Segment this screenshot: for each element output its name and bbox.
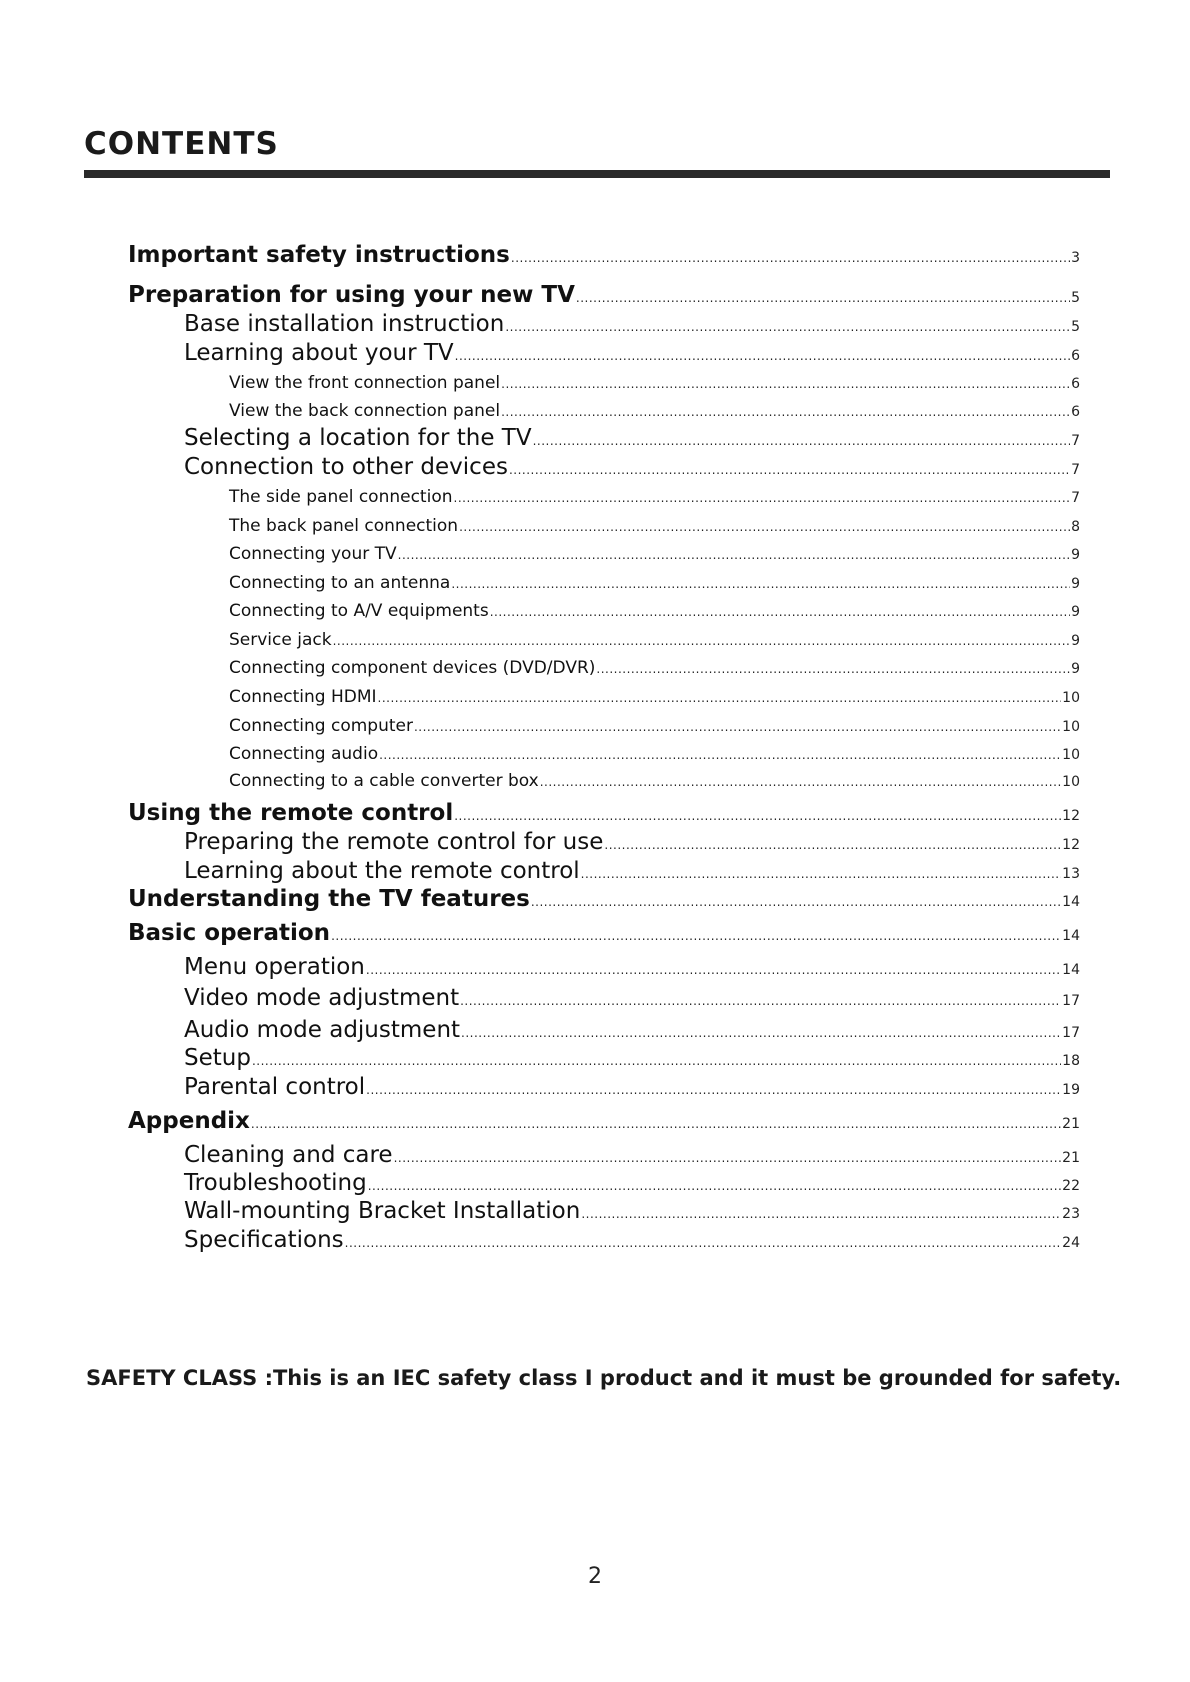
page-number: 2 [588, 1564, 602, 1589]
toc-entry[interactable] [229, 716, 1080, 736]
toc-entry-title: Basic operation [128, 920, 331, 946]
toc-entry-title: The side panel connection [229, 487, 453, 507]
toc-leader-dots [540, 775, 1061, 789]
toc-entry[interactable] [184, 1017, 1080, 1043]
toc-entry-page: 7 [1071, 433, 1080, 449]
toc-leader-dots [331, 929, 1061, 943]
toc-entry-page: 9 [1071, 604, 1080, 620]
toc-entry-page: 12 [1062, 837, 1080, 853]
toc-entry-title: Parental control [184, 1074, 366, 1100]
toc-entry-page: 5 [1071, 290, 1080, 306]
toc-leader-dots [454, 491, 1071, 505]
toc-entry-title: Connection to other devices [184, 454, 508, 480]
toc-leader-dots [459, 520, 1070, 534]
toc-entry-title: Audio mode adjustment [184, 1017, 461, 1043]
toc-leader-dots [398, 548, 1070, 562]
toc-entry-page: 7 [1071, 490, 1080, 506]
toc-leader-dots [394, 1151, 1062, 1165]
toc-entry[interactable] [184, 1074, 1080, 1100]
toc-entry[interactable] [229, 544, 1080, 564]
toc-entry[interactable] [229, 601, 1080, 621]
toc-leader-dots [251, 1117, 1061, 1131]
toc-entry-title: Preparation for using your new TV [128, 282, 575, 308]
toc-leader-dots [505, 320, 1070, 334]
toc-entry[interactable] [229, 658, 1080, 678]
toc-entry-title: Setup [184, 1045, 251, 1071]
toc-entry-title: Connecting HDMI [229, 687, 377, 707]
toc-entry-page: 6 [1071, 376, 1080, 392]
toc-entry-page: 8 [1071, 519, 1080, 535]
toc-leader-dots [461, 1026, 1061, 1040]
toc-entry[interactable] [128, 1108, 1080, 1134]
toc-entry[interactable] [184, 311, 1080, 337]
toc-entry[interactable] [184, 454, 1080, 480]
toc-entry[interactable] [229, 630, 1080, 650]
toc-entry-page: 14 [1062, 928, 1080, 944]
toc-entry[interactable] [229, 516, 1080, 536]
toc-leader-dots [345, 1236, 1062, 1250]
toc-entry-title: Selecting a location for the TV [184, 425, 532, 451]
toc-entry-title: Wall-mounting Bracket Installation [184, 1198, 581, 1224]
toc-leader-dots [368, 1179, 1061, 1193]
toc-entry-page: 14 [1062, 962, 1080, 978]
toc-leader-dots [596, 662, 1070, 676]
toc-entry-title: Connecting computer [229, 716, 413, 736]
toc-entry-title: Preparing the remote control for use [184, 829, 604, 855]
toc-entry-title: Menu operation [184, 954, 365, 980]
toc-entry-title: Base installation instruction [184, 311, 505, 337]
toc-entry-title: Connecting to a cable converter box [229, 771, 539, 791]
toc-leader-dots [531, 895, 1061, 909]
toc-entry-page: 10 [1062, 774, 1080, 790]
toc-leader-dots [511, 251, 1070, 265]
toc-entry[interactable] [184, 1198, 1080, 1224]
toc-leader-dots [379, 748, 1061, 762]
toc-leader-dots [252, 1054, 1061, 1068]
toc-entry[interactable] [229, 573, 1080, 593]
toc-leader-dots [451, 577, 1070, 591]
toc-entry[interactable] [229, 687, 1080, 707]
toc-entry-title: Important safety instructions [128, 242, 510, 268]
toc-leader-dots [576, 291, 1070, 305]
safety-class-notice: SAFETY CLASS :This is an IEC safety class I product and it must be grounded for safety. [86, 1366, 1122, 1390]
toc-entry[interactable] [184, 1142, 1080, 1168]
toc-entry-title: Connecting to A/V equipments [229, 601, 489, 621]
toc-leader-dots [460, 994, 1061, 1008]
toc-leader-dots [414, 720, 1061, 734]
toc-entry-page: 14 [1062, 894, 1080, 910]
toc-leader-dots [366, 963, 1061, 977]
toc-entry[interactable] [184, 829, 1080, 855]
toc-entry-page: 9 [1071, 576, 1080, 592]
toc-entry-page: 23 [1062, 1206, 1080, 1222]
toc-entry[interactable] [128, 800, 1080, 826]
toc-entry-page: 22 [1062, 1178, 1080, 1194]
toc-leader-dots [501, 377, 1070, 391]
toc-entry-title: Cleaning and care [184, 1142, 393, 1168]
toc-entry-page: 13 [1062, 866, 1080, 882]
toc-entry-page: 10 [1062, 719, 1080, 735]
toc-entry[interactable] [229, 487, 1080, 507]
toc-entry-page: 6 [1071, 404, 1080, 420]
toc-entry-page: 21 [1062, 1150, 1080, 1166]
toc-entry-title: View the back connection panel [229, 401, 501, 421]
toc-leader-dots [455, 349, 1070, 363]
toc-entry[interactable] [184, 985, 1080, 1011]
toc-entry-title: Service jack [229, 630, 332, 650]
toc-entry-title: Connecting to an antenna [229, 573, 451, 593]
toc-entry-page: 24 [1062, 1235, 1080, 1251]
toc-entry-title: Learning about your TV [184, 340, 454, 366]
toc-entry[interactable] [184, 858, 1080, 884]
toc-entry[interactable] [229, 744, 1080, 764]
toc-entry[interactable] [184, 425, 1080, 451]
toc-entry-title: Troubleshooting [184, 1170, 367, 1196]
toc-entry-page: 10 [1062, 690, 1080, 706]
toc-leader-dots [501, 405, 1070, 419]
toc-entry-title: The back panel connection [229, 516, 459, 536]
page-title: CONTENTS [84, 126, 279, 162]
toc-entry[interactable] [128, 242, 1080, 268]
toc-entry[interactable] [229, 401, 1080, 421]
toc-entry[interactable] [184, 1227, 1080, 1253]
toc-entry[interactable] [184, 954, 1080, 980]
toc-leader-dots [378, 691, 1062, 705]
toc-entry-page: 6 [1071, 348, 1080, 364]
toc-entry-page: 7 [1071, 462, 1080, 478]
toc-entry[interactable] [184, 1045, 1080, 1071]
toc-entry-title: Specifications [184, 1227, 344, 1253]
toc-entry[interactable] [128, 886, 1080, 912]
toc-entry[interactable] [128, 282, 1080, 308]
toc-entry-page: 21 [1062, 1116, 1080, 1132]
toc-entry[interactable] [184, 340, 1080, 366]
toc-entry[interactable] [128, 920, 1080, 946]
toc-entry-title: Video mode adjustment [184, 985, 460, 1011]
toc-leader-dots [581, 867, 1062, 881]
toc-entry-title: Learning about the remote control [184, 858, 580, 884]
toc-entry-page: 3 [1071, 250, 1080, 266]
toc-leader-dots [533, 434, 1070, 448]
toc-entry-page: 19 [1062, 1082, 1080, 1098]
toc-entry-title: Using the remote control [128, 800, 454, 826]
toc-leader-dots [581, 1207, 1061, 1221]
toc-entry-title: Understanding the TV features [128, 886, 530, 912]
toc-entry-page: 9 [1071, 633, 1080, 649]
toc-entry[interactable] [184, 1170, 1080, 1196]
toc-leader-dots [333, 634, 1071, 648]
toc-entry-page: 17 [1062, 993, 1080, 1009]
toc-entry-page: 18 [1062, 1053, 1080, 1069]
toc-entry[interactable] [229, 771, 1080, 791]
toc-entry-page: 17 [1062, 1025, 1080, 1041]
toc-entry-title: Connecting your TV [229, 544, 397, 564]
toc-entry-page: 10 [1062, 747, 1080, 763]
toc-leader-dots [604, 838, 1061, 852]
toc-leader-dots [490, 605, 1070, 619]
toc-entry-title: View the front connection panel [229, 373, 501, 393]
toc-entry-page: 12 [1062, 808, 1080, 824]
toc-leader-dots [509, 463, 1070, 477]
toc-leader-dots [454, 809, 1061, 823]
toc-entry-page: 5 [1071, 319, 1080, 335]
toc-entry-title: Connecting component devices (DVD/DVR) [229, 658, 596, 678]
toc-entry[interactable] [229, 373, 1080, 393]
toc-entry-page: 9 [1071, 661, 1080, 677]
toc-entry-page: 9 [1071, 547, 1080, 563]
toc-entry-title: Connecting audio [229, 744, 379, 764]
toc-leader-dots [366, 1083, 1061, 1097]
toc-entry-title: Appendix [128, 1108, 250, 1134]
